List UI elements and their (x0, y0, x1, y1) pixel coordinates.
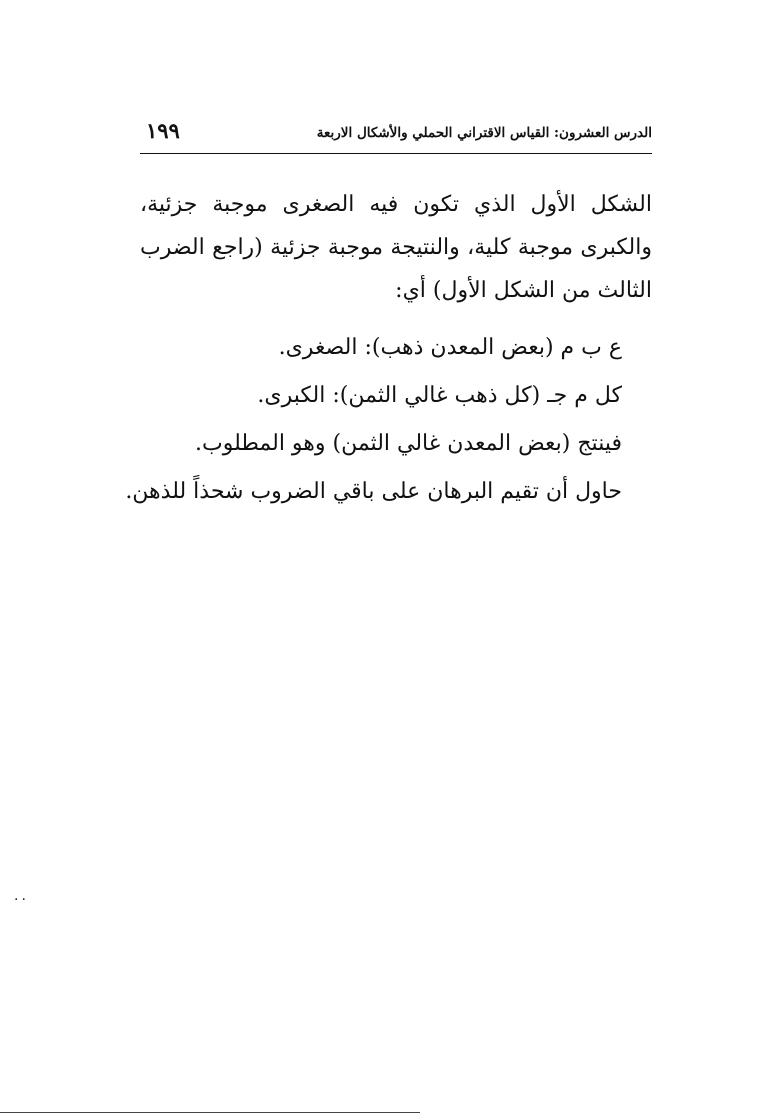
margin-marks: .. (14, 888, 29, 904)
chapter-title: الدرس العشرون: القياس الاقتراني الحملي والأشكال الاربعة (316, 125, 652, 141)
body-text (140, 183, 652, 312)
exercise-note: حاول أن تقيم البرهان على باقي الضروب شحذاً للذهن. (125, 479, 622, 504)
page-number: ١٩٩ (146, 118, 180, 143)
conclusion: فينتج (بعض المعدن غالي الثمن) وهو المطلوب. (195, 431, 622, 456)
syllogism-block (125, 324, 622, 516)
minor-premise: ع ب م (بعض المعدن ذهب): الصغرى. (278, 335, 622, 360)
running-header (140, 118, 652, 152)
bottom-rule (0, 1112, 420, 1113)
header-rule (140, 153, 652, 154)
major-premise: كل م جـ (كل ذهب غالي الثمن): الكبرى. (257, 383, 622, 408)
intro-paragraph: الشكل الأول الذي تكون فيه الصغرى موجبة جزئية، والكبرى موجبة كلية، والنتيجة موجبة جزئية (راجع الضرب الثالث من الشكل الأول) أي: (140, 192, 652, 303)
